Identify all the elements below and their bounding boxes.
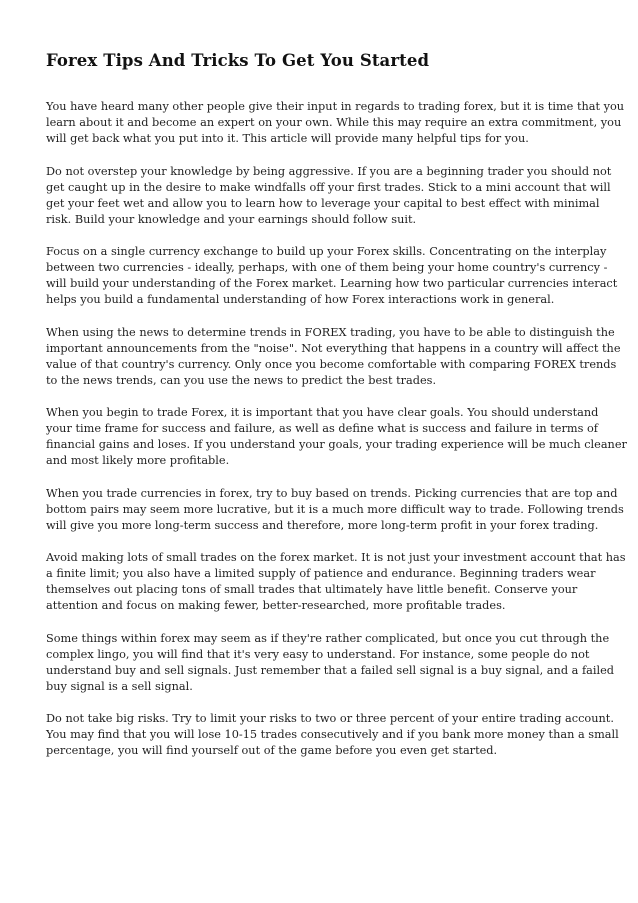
text-line: When you begin to trade Forex, it is important that you have clear goals. You should understand	[46, 406, 599, 419]
text-line: You may find that you will lose 10-15 trades consecutively and if you bank more money than a small	[46, 728, 619, 741]
text-line: get your feet wet and allow you to learn how to leverage your capital to best effect with minimal	[46, 196, 600, 210]
text-line: to the news trends, can you use the news to predict the best trades.	[46, 373, 437, 387]
text-line: When using the news to determine trends in FOREX trading, you have to be able to distinguish the	[46, 325, 615, 339]
paragraph	[46, 631, 615, 695]
document-title: Forex Tips And Tricks To Get You Started	[46, 51, 430, 70]
text-line: When you trade currencies in forex, try to buy based on trends. Picking currencies that are top and	[46, 486, 618, 500]
document-body	[46, 99, 627, 759]
text-line: Do not overstep your knowledge by being aggressive. If you are a beginning trader you should not	[46, 164, 612, 178]
text-line: will build your understanding of the Forex market. Learning how two particular currencies interact	[46, 277, 618, 290]
text-line: percentage, you will find yourself out of the game before you even get started.	[46, 744, 498, 757]
text-line: will give you more long-term success and therefore, more long-term profit in your forex trading.	[46, 518, 599, 532]
text-line: Focus on a single currency exchange to build up your Forex skills. Concentrating on the interplay	[46, 245, 607, 258]
text-line: between two currencies - ideally, perhaps, with one of them being your home country's currency -	[46, 261, 608, 274]
text-line: understand buy and sell signals. Just remember that a failed sell signal is a buy signal, and a failed	[46, 663, 615, 677]
text-line: buy signal is a sell signal.	[46, 679, 193, 693]
text-line: helps you build a fundamental understanding of how Forex interactions work in general.	[46, 293, 555, 306]
paragraph	[46, 99, 625, 147]
text-line: will get back what you put into it. This article will provide many helpful tips for you.	[46, 132, 529, 145]
paragraph	[46, 405, 627, 469]
paragraph	[46, 325, 621, 389]
text-line: themselves out placing tons of small trades that ultimately have little benefit. Conserve your	[46, 583, 578, 596]
text-line: value of that country's currency. Only once you become comfortable with comparing FOREX trends	[46, 357, 617, 371]
paragraph	[46, 550, 626, 614]
text-line: a finite limit; you also have a limited supply of patience and endurance. Beginning traders wear	[46, 567, 596, 580]
text-line: attention and focus on making fewer, better-researched, more profitable trades.	[46, 599, 506, 612]
paragraph	[46, 244, 618, 308]
text-line: Some things within forex may seem as if they're rather complicated, but once you cut through the	[46, 631, 610, 645]
text-line: learn about it and become an expert on your own. While this may require an extra commitment, you	[46, 116, 622, 129]
paragraph	[46, 711, 619, 759]
text-line: get caught up in the desire to make windfalls off your first trades. Stick to a mini account that will	[46, 180, 611, 194]
text-line: Avoid making lots of small trades on the forex market. It is not just your investment account that has	[46, 551, 626, 564]
text-line: complex lingo, you will find that it's very easy to understand. For instance, some people do not	[46, 647, 590, 661]
text-line: financial gains and loses. If you understand your goals, your trading experience will be much cleaner	[46, 438, 627, 451]
text-line: Do not take big risks. Try to limit your risks to two or three percent of your entire trading account.	[46, 712, 614, 725]
text-line: your time frame for success and failure, as well as define what is success and failure in terms of	[46, 422, 598, 435]
text-line: risk. Build your knowledge and your earnings should follow suit.	[46, 212, 417, 226]
text-line: You have heard many other people give their input in regards to trading forex, but it is time that you	[46, 100, 625, 113]
paragraph	[46, 486, 624, 534]
text-line: and most likely more profitable.	[46, 454, 230, 467]
paragraph	[46, 164, 612, 228]
text-line: bottom pairs may seem more lucrative, but it is a much more difficult way to trade. Following trends	[46, 502, 624, 516]
text-line: important announcements from the "noise". Not everything that happens in a country will affect the	[46, 341, 621, 355]
document-page	[46, 50, 627, 776]
